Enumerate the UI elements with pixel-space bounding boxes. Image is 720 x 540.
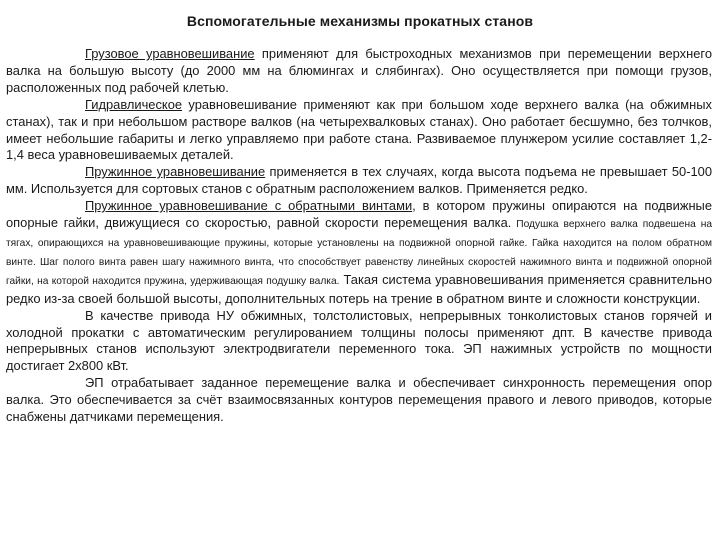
document-body xyxy=(6,46,712,426)
term-spring-reverse-screws: Пружинное уравновешивание с обратными винтами xyxy=(85,198,413,214)
paragraph-hydraulic-balancing xyxy=(6,97,712,165)
paragraph-spring-balancing xyxy=(6,164,712,198)
paragraph-small-text: Подушка верхнего валка подвешена на тягах, опирающихся на уравновешивающие пружины, которые установлены на подвижной опорной гайке. Гайка находится на полом обратном винте. Шаг полого винта равен шагу нажимного винта, что способствует равенству линейных скоростей нажимного винта и подвижной опорной гайки, на которой находится пружина, удерживающая подушку валка. xyxy=(6,219,712,287)
paragraph-tail-text: Такая система уравновешивания применяется сравнительно редко из-за своей большой высоты, дополнительных потерь на трение в обратном винте и сложности конструкции. xyxy=(6,271,712,306)
term-spring-balancing: Пружинное уравновешивание xyxy=(85,164,266,180)
paragraph-electric-drive xyxy=(6,375,712,426)
paragraph-weight-balancing xyxy=(6,46,712,97)
term-weight-balancing: Грузовое уравновешивание xyxy=(85,46,255,61)
paragraph-text: ЭП отрабатывает заданное перемещение валка и обеспечивает синхронность перемещения опор валка. Это обеспечивается за счёт взаимосвязанных контуров перемещения правого и левого приводов, которые снабжены датчиками перемещения. xyxy=(6,375,712,425)
term-hydraulic: Гидравлическое xyxy=(85,96,183,112)
paragraph-drive xyxy=(6,308,712,376)
paragraph-spring-reverse-screws xyxy=(6,198,712,307)
paragraph-text: применяют для быстроходных механизмов при перемещении верхнего валка на большую высоту (до 2000 мм на блюмингах и слябингах). Оно осуществляется при помощи грузов, расположенных под рабочей клетью. xyxy=(6,46,712,95)
paragraph-text: В качестве привода НУ обжимных, толстолистовых, непрерывных тонколистовых станов горячей и холодной прокатки с автоматическим регулированием толщины полосы применяют дпт. В качестве привода непрерывных станов используют электродвигатели переменного тока. ЭП нажимных устройств по мощности достигает 2х800 кВт. xyxy=(6,307,712,374)
paragraph-text: применяется в тех случаях, когда высота подъема не превышает 50-100 мм. Используется для сортовых станов с обратным расположением валков. Применяется редко. xyxy=(6,164,712,197)
paragraph-text: , в котором пружины опираются на подвижные опорные гайки, движущиеся со скоростью, равной скорости перемещения валка. xyxy=(6,198,712,231)
paragraph-text: уравновешивание применяют как при большом ходе верхнего валка (на обжимных станах), так и при небольшом растворе валков (на четырехвалковых станах). Оно работает бесшумно, без толчков, имеет небольшие габариты и легко управляемо при работе стана. Развиваемое плунжером усилие составляет 1,2-1,4 веса уравновешиваемых деталей. xyxy=(6,96,712,163)
page-title: Вспомогательные механизмы прокатных станов xyxy=(186,13,534,29)
